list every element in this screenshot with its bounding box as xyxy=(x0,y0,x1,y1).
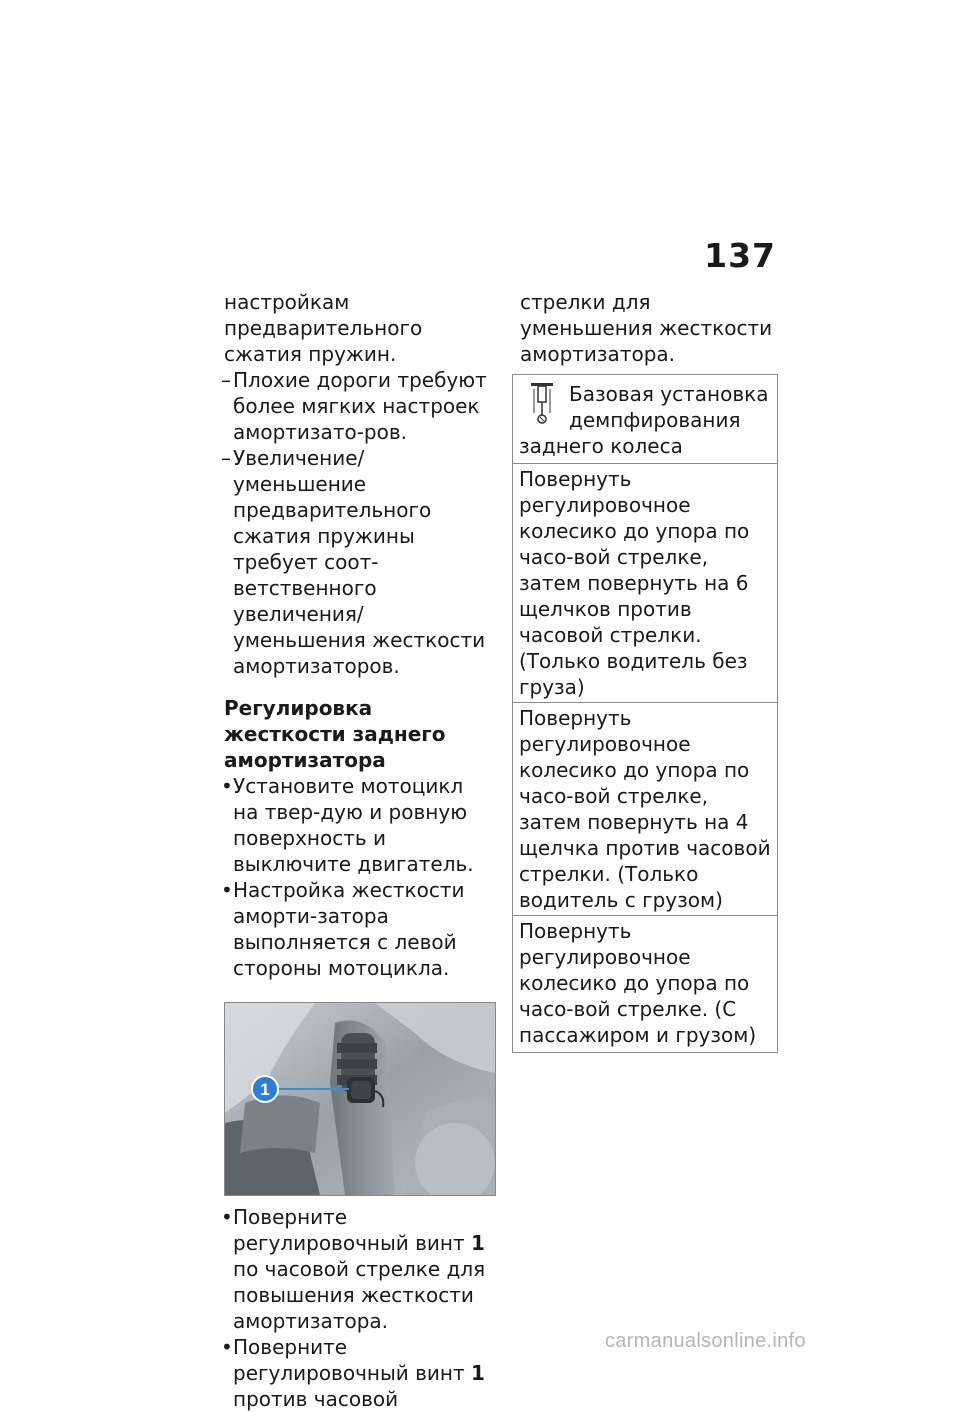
bullet-text-after: против часовой xyxy=(233,1387,399,1411)
bullet-item xyxy=(221,1334,494,1412)
bullet-marker: • xyxy=(221,878,233,902)
bullet-text-after: по часовой стрелке для повышения жесткости амортизатора. xyxy=(233,1257,486,1333)
table-header xyxy=(513,375,777,464)
shock-absorber-icon xyxy=(527,381,557,425)
dash-item-text: Плохие дороги требуют более мягких настроек амортизато-ров. xyxy=(233,368,487,444)
callout-reference: 1 xyxy=(471,1231,485,1255)
page-number: 137 xyxy=(704,236,776,275)
watermark: carmanualsonline.info xyxy=(605,1330,806,1352)
bullet-marker: • xyxy=(221,1205,233,1229)
callout-reference: 1 xyxy=(471,1361,485,1385)
dash-marker: – xyxy=(221,368,231,392)
bullet-item-text: Установите мотоцикл на твер-дую и ровную поверхность и выключите двигатель. xyxy=(233,774,474,876)
table-row: Повернуть регулировочное колесико до упора по часо-вой стрелке, затем повернуть на 4 щелчка против часовой стрелки. (Только водитель с грузом) xyxy=(513,703,777,916)
dash-marker: – xyxy=(221,446,231,470)
bullet-marker: • xyxy=(221,774,233,798)
table-row: Повернуть регулировочное колесико до упора по часо-вой стрелке. (С пассажиром и грузом) xyxy=(519,919,757,1047)
table-row: Повернуть регулировочное колесико до упора по часо-вой стрелке, затем повернуть на 6 щелчков против часовой стрелки. (Только водитель без груза) xyxy=(513,464,777,703)
bullet-item xyxy=(221,1204,494,1334)
table-header-text: Базовая установка демпфирования заднего колеса xyxy=(519,382,769,458)
bullet-text-before: Поверните регулировочный винт xyxy=(233,1205,471,1255)
bullet-marker: • xyxy=(221,1335,233,1359)
settings-table xyxy=(512,374,778,1053)
section-heading: Регулировка жесткости заднего амортизатора xyxy=(224,696,446,772)
continuation-text: настройкам предварительного сжатия пружин. xyxy=(224,290,423,366)
right-column xyxy=(512,289,778,1053)
dash-item-text: Увеличение/уменьшение предварительного сжатия пружины требует соот-ветственного увеличения/уменьшения жесткости амортизаторов. xyxy=(233,446,486,678)
left-column xyxy=(221,289,494,1412)
bullet-text-before: Поверните регулировочный винт xyxy=(233,1335,471,1385)
bullet-item xyxy=(221,773,494,877)
dash-item xyxy=(221,367,494,445)
shock-adjuster-photo xyxy=(224,1002,496,1196)
photo-callout-label: 1 xyxy=(260,1080,270,1099)
dash-item xyxy=(221,445,494,679)
bullet-item xyxy=(221,877,494,981)
bullet-item-text: Настройка жесткости аморти-затора выполняется с левой стороны мотоцикла. xyxy=(233,878,465,980)
continuation-text: стрелки для уменьшения жесткости амортизатора. xyxy=(520,290,773,366)
